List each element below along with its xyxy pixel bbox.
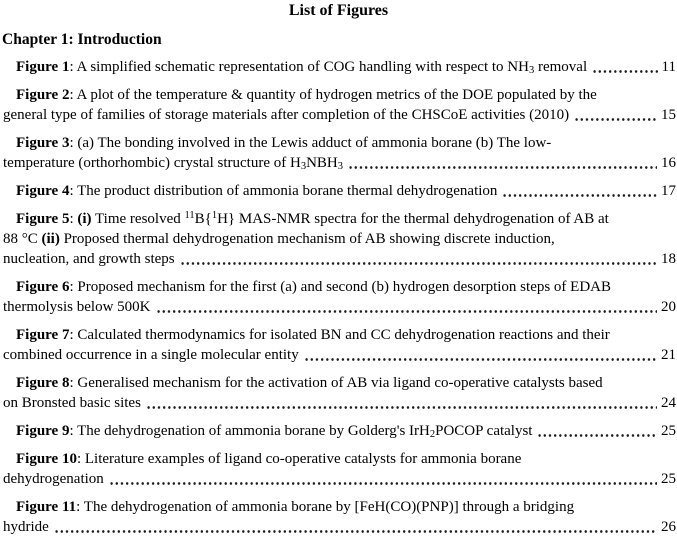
toc-line — [3, 105, 676, 125]
toc-line — [3, 153, 676, 173]
toc-line — [3, 449, 676, 469]
toc-line — [3, 373, 676, 393]
toc-line — [3, 517, 676, 537]
toc-line — [3, 421, 676, 441]
dot-leader — [348, 153, 657, 173]
dot-leader — [54, 517, 657, 537]
toc-line — [3, 181, 676, 201]
toc-line-text: Figure 7: Calculated thermodynamics for isolated BN and CC dehydrogenation reactions and their — [16, 327, 610, 343]
toc-line-text: temperature (orthorhombic) crystal structure of $H_3NBH_3$ — [3, 155, 343, 173]
toc-entry — [3, 57, 676, 77]
toc-line — [3, 85, 676, 105]
toc-entry — [3, 325, 676, 365]
toc-line-text: Figure 10: Literature examples of ligand co-operative catalysts for ammonia borane — [16, 451, 522, 467]
toc-line-text: combined occurrence in a single molecular entity — [3, 347, 299, 363]
page-number: 25 — [661, 471, 676, 487]
dot-leader — [156, 297, 658, 317]
page-number: 25 — [661, 423, 676, 439]
page-number: 15 — [661, 107, 676, 123]
dot-leader — [537, 421, 657, 441]
toc-line — [3, 469, 676, 489]
toc-entry — [3, 181, 676, 201]
dot-leader — [146, 393, 657, 413]
toc-entry — [3, 421, 676, 441]
toc-line-text: Figure 8: Generalised mechanism for the activation of AB via ligand co-operative catalysts based — [16, 375, 603, 391]
toc-line — [3, 297, 676, 317]
toc-line — [3, 209, 676, 229]
page-title: List of Figures — [288, 2, 389, 19]
toc-line-text: on Bronsted basic sites — [3, 395, 141, 411]
toc-entry — [3, 277, 676, 317]
toc-line — [3, 249, 676, 269]
toc-line — [3, 393, 676, 413]
dot-leader — [180, 249, 657, 269]
dot-leader — [574, 105, 657, 125]
page-number: 26 — [661, 519, 676, 535]
toc-line — [3, 497, 676, 517]
dot-leader — [304, 345, 657, 365]
toc-line-text: Figure 4: The product distribution of ammonia borane thermal dehydrogenation — [16, 183, 498, 199]
toc-line — [3, 277, 676, 297]
toc-line — [3, 57, 676, 77]
toc-line-text: Figure 1: A simplified schematic representation of COG handling with respect to $NH_3$ removal — [16, 59, 588, 77]
page-number: 21 — [661, 347, 676, 363]
toc-entry — [3, 85, 676, 125]
toc-line-text: nucleation, and growth steps — [3, 251, 175, 267]
page-number: 24 — [661, 395, 676, 411]
dot-leader — [109, 469, 657, 489]
toc-line-text: Figure 3: (a) The bonding involved in the Lewis adduct of ammonia borane (b) The low- — [16, 135, 552, 151]
page-number: 17 — [661, 183, 676, 199]
figure-entries — [0, 57, 677, 537]
toc-entry — [3, 497, 676, 537]
toc-line-text: hydride — [3, 519, 49, 535]
page-number: 20 — [661, 299, 676, 315]
toc-line — [3, 229, 676, 249]
toc-entry — [3, 209, 676, 269]
toc-line-text: Figure 9: The dehydrogenation of ammonia borane by Golderg's IrH$_2$POCOP catalyst — [16, 423, 533, 441]
toc-line-text: thermolysis below 500K — [3, 299, 151, 315]
toc-line-text: 88 °C (ii) Proposed thermal dehydrogenation mechanism of AB showing discrete induction, — [3, 231, 555, 247]
chapter-heading: Chapter 1: Introduction — [2, 31, 162, 48]
page-number: 11 — [661, 59, 676, 75]
page-number: 18 — [661, 251, 676, 267]
toc-line-text: Figure 6: Proposed mechanism for the first (a) and second (b) hydrogen desorption steps of EDAB — [16, 279, 612, 295]
toc-line-text: Figure 2: A plot of the temperature & quantity of hydrogen metrics of the DOE populated by the — [16, 87, 597, 103]
page-number: 16 — [661, 155, 676, 171]
toc-line-text: Figure 11: The dehydrogenation of ammonia borane by [FeH(CO)(PNP)] through a bridging — [16, 499, 575, 515]
toc-entry — [3, 449, 676, 489]
toc-line-text: Figure 5: (i) Time resolved $^{11}$B{$^1$H} MAS-NMR spectra for the thermal dehydrogenation of AB at — [16, 209, 609, 227]
toc-line-text: general type of families of storage materials after completion of the CHSCoE activities (2010) — [3, 107, 570, 123]
toc-line — [3, 325, 676, 345]
toc-entry — [3, 373, 676, 413]
dot-leader — [592, 57, 657, 77]
toc-line-text: dehydrogenation — [3, 471, 104, 487]
dot-leader — [502, 181, 657, 201]
toc-line — [3, 345, 676, 365]
toc-line — [3, 133, 676, 153]
toc-entry — [3, 133, 676, 173]
